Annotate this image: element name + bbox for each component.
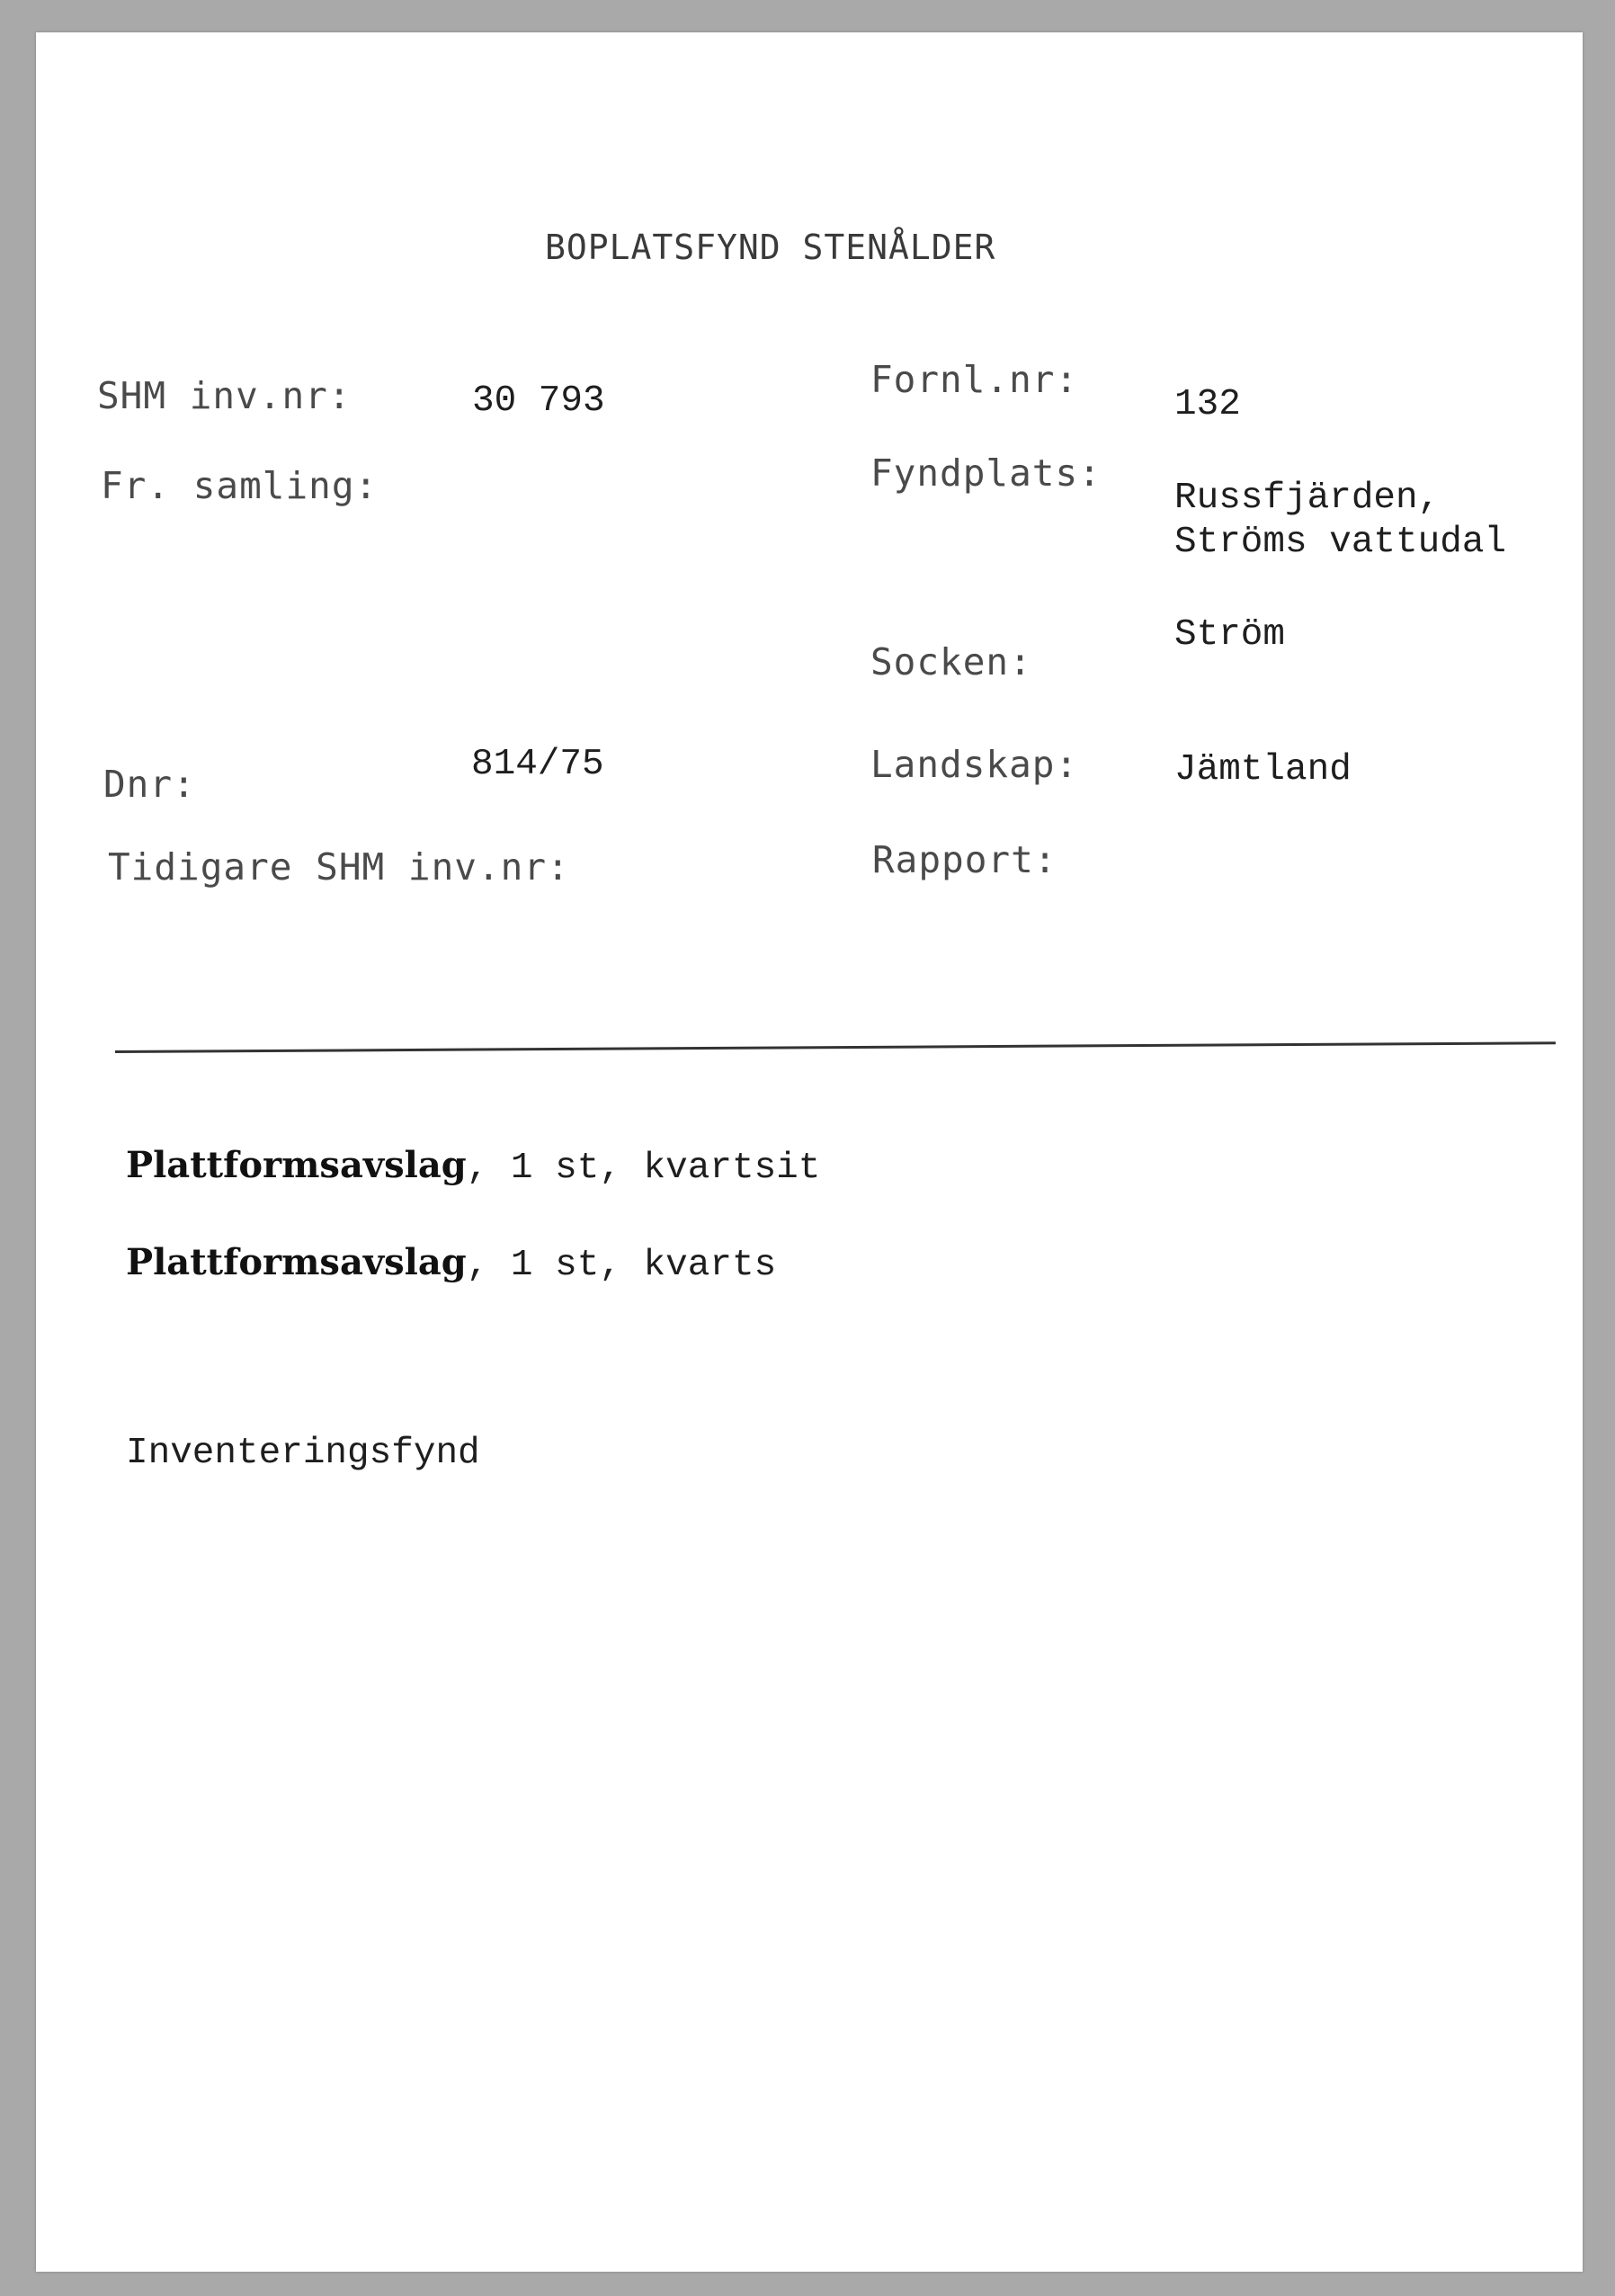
- list-item: [126, 1241, 777, 1286]
- tidigare-shm-label: Tidigare SHM inv.nr:: [108, 845, 570, 889]
- shm-inv-value: 30 793: [472, 380, 605, 422]
- socken-label: Socken:: [870, 640, 1032, 683]
- dnr-value: 814/75: [471, 744, 604, 785]
- fr-samling-label: Fr. samling:: [101, 464, 379, 507]
- fornl-label: Fornl.nr:: [870, 358, 1079, 401]
- note-text: Inventeringsfynd: [126, 1433, 480, 1474]
- landskap-label: Landskap:: [870, 743, 1079, 786]
- shm-inv-label: SHM inv.nr:: [97, 374, 352, 417]
- item-name: Plattformsavslag: [126, 1241, 467, 1283]
- divider-line: [115, 1041, 1556, 1053]
- rapport-label: Rapport:: [872, 838, 1057, 881]
- socken-value: Ström: [1174, 614, 1286, 656]
- list-item: [126, 1144, 821, 1189]
- dnr-label: Dnr:: [103, 763, 196, 806]
- item-name: Plattformsavslag: [126, 1144, 467, 1186]
- catalog-card: [36, 32, 1583, 2272]
- item-detail: , 1 st, kvartsit: [466, 1148, 821, 1189]
- fyndplats-label: Fyndplats:: [870, 451, 1102, 495]
- card-title: BOPLATSFYND STENÅLDER: [545, 228, 996, 267]
- fyndplats-value: [1174, 477, 1506, 565]
- landskap-value: Jämtland: [1174, 749, 1352, 791]
- item-detail: , 1 st, kvarts: [466, 1245, 777, 1286]
- fyndplats-line-1: Russfjärden,: [1174, 478, 1441, 519]
- fyndplats-line-2: Ströms vattudal: [1174, 522, 1507, 564]
- fornl-value: 132: [1174, 384, 1241, 425]
